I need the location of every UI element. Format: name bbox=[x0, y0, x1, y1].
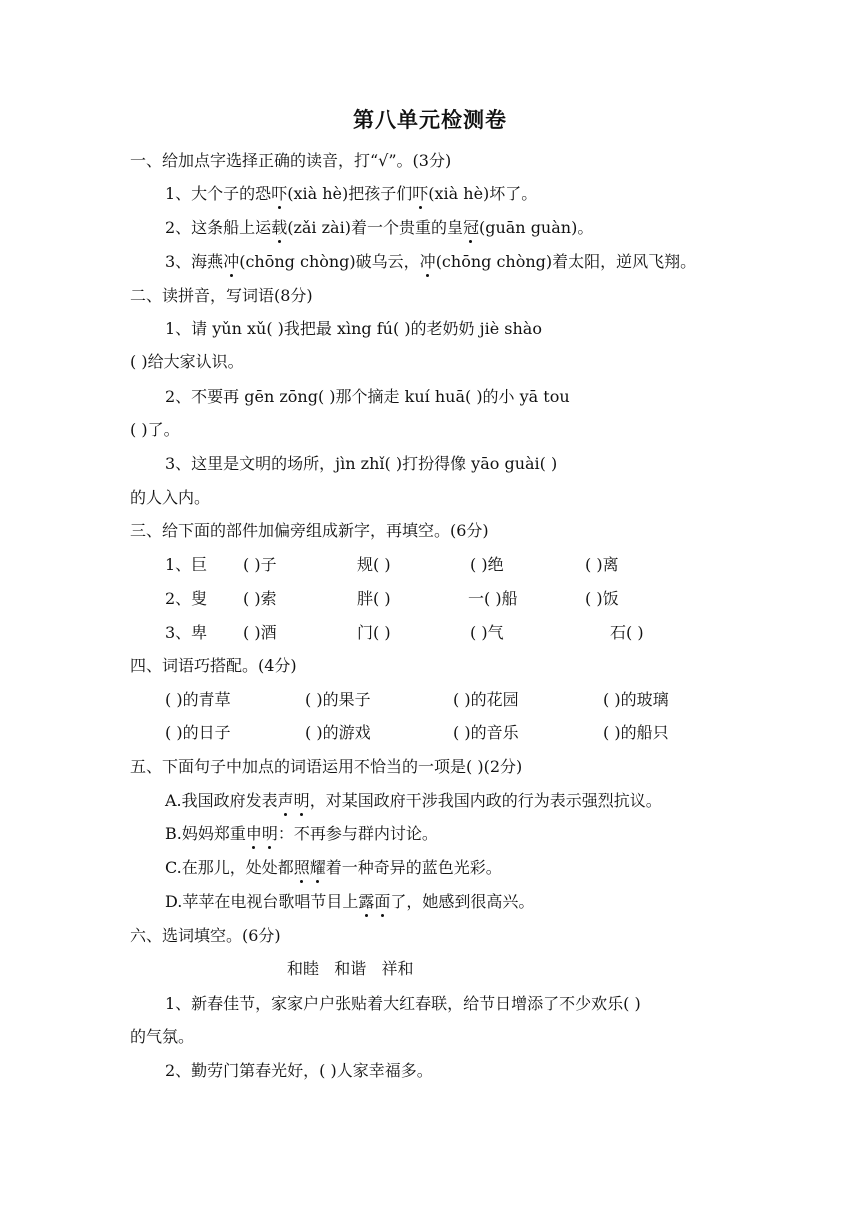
section-2-item-2-cont: ( )了。 bbox=[130, 420, 180, 439]
dotted-char: 申 bbox=[245, 824, 262, 843]
section-1-item-1: 1、大个子的恐吓(xià hè)把孩子们吓(xià hè)坏了。 bbox=[165, 184, 538, 203]
dotted-char: 吓 bbox=[412, 184, 429, 203]
dotted-char: 耀 bbox=[309, 858, 326, 877]
section-5-option-b: B.妈妈郑重申明：不再参与群内讨论。 bbox=[165, 824, 438, 843]
section-6-heading: 六、选词填空。(6分) bbox=[130, 926, 281, 945]
section-2-item-1: 1、请 yǔn xǔ( )我把最 xìng fú( )的老奶奶 jiè shào bbox=[165, 319, 542, 338]
dotted-char: 载 bbox=[271, 218, 288, 237]
section-6-item-2: 2、勤劳门第春光好，( )人家幸福多。 bbox=[165, 1061, 433, 1080]
dotted-char: 吓 bbox=[271, 184, 288, 203]
section-3-row-2: 2、叟 ( )索 胖( ) 一( )船 ( )饭 bbox=[165, 589, 619, 608]
section-1-heading: 一、给加点字选择正确的读音，打“√”。(3分) bbox=[130, 151, 452, 170]
dotted-char: 声 bbox=[277, 791, 294, 810]
section-2-item-2: 2、不要再 gēn zōng( )那个摘走 kuí huā( )的小 yā tou bbox=[165, 387, 570, 406]
section-6-item-1-cont: 的气氛。 bbox=[130, 1027, 195, 1046]
section-6-item-1: 1、新春佳节，家家户户张贴着大红春联，给节日增添了不少欢乐( ) bbox=[165, 994, 641, 1013]
section-2-item-3-cont: 的人入内。 bbox=[130, 488, 211, 507]
section-3-row-1: 1、巨 ( )子 规( ) ( )绝 ( )离 bbox=[165, 555, 619, 574]
section-5-option-d: D.苹苹在电视台歌唱节目上露面了，她感到很高兴。 bbox=[165, 892, 535, 911]
section-4-row-2: ( )的日子 ( )的游戏 ( )的音乐 ( )的船只 bbox=[165, 723, 669, 742]
section-3-heading: 三、给下面的部件加偏旁组成新字，再填空。(6分) bbox=[130, 521, 489, 540]
section-1-item-2: 2、这条船上运载(zǎi zài)着一个贵重的皇冠(guān guàn)。 bbox=[165, 218, 594, 237]
dotted-char: 明 bbox=[261, 824, 278, 843]
section-2-heading: 二、读拼音，写词语(8分) bbox=[130, 286, 313, 305]
section-1-item-3: 3、海燕冲(chōng chòng)破乌云，冲(chōng chòng)着太阳，逆风飞翔。 bbox=[165, 252, 697, 271]
section-6-word-bank: 和睦 和谐 祥和 bbox=[287, 959, 414, 978]
dotted-char: 照 bbox=[293, 858, 310, 877]
section-5-option-a: A.我国政府发表声明，对某国政府干涉我国内政的行为表示强烈抗议。 bbox=[165, 791, 662, 810]
section-4-row-1: ( )的青草 ( )的果子 ( )的花园 ( )的玻璃 bbox=[165, 690, 669, 709]
page-title: 第八单元检测卷 bbox=[353, 107, 507, 132]
section-4-heading: 四、词语巧搭配。(4分) bbox=[130, 656, 297, 675]
dotted-char: 冲 bbox=[419, 252, 436, 271]
dotted-char: 露 bbox=[358, 892, 375, 911]
dotted-char: 面 bbox=[374, 892, 391, 911]
section-3-row-3: 3、卑 ( )酒 门( ) ( )气 石( ) bbox=[165, 623, 644, 642]
dotted-char: 明 bbox=[293, 791, 310, 810]
section-2-item-3: 3、这里是文明的场所，jìn zhǐ( )打扮得像 yāo guài( ) bbox=[165, 454, 558, 473]
section-5-heading: 五、下面句子中加点的词语运用不恰当的一项是( )(2分) bbox=[130, 757, 523, 776]
dotted-char: 冲 bbox=[223, 252, 240, 271]
dotted-char: 冠 bbox=[462, 218, 479, 237]
section-5-option-c: C.在那儿，处处都照耀着一种奇异的蓝色光彩。 bbox=[165, 858, 502, 877]
section-2-item-1-cont: ( )给大家认识。 bbox=[130, 352, 244, 371]
